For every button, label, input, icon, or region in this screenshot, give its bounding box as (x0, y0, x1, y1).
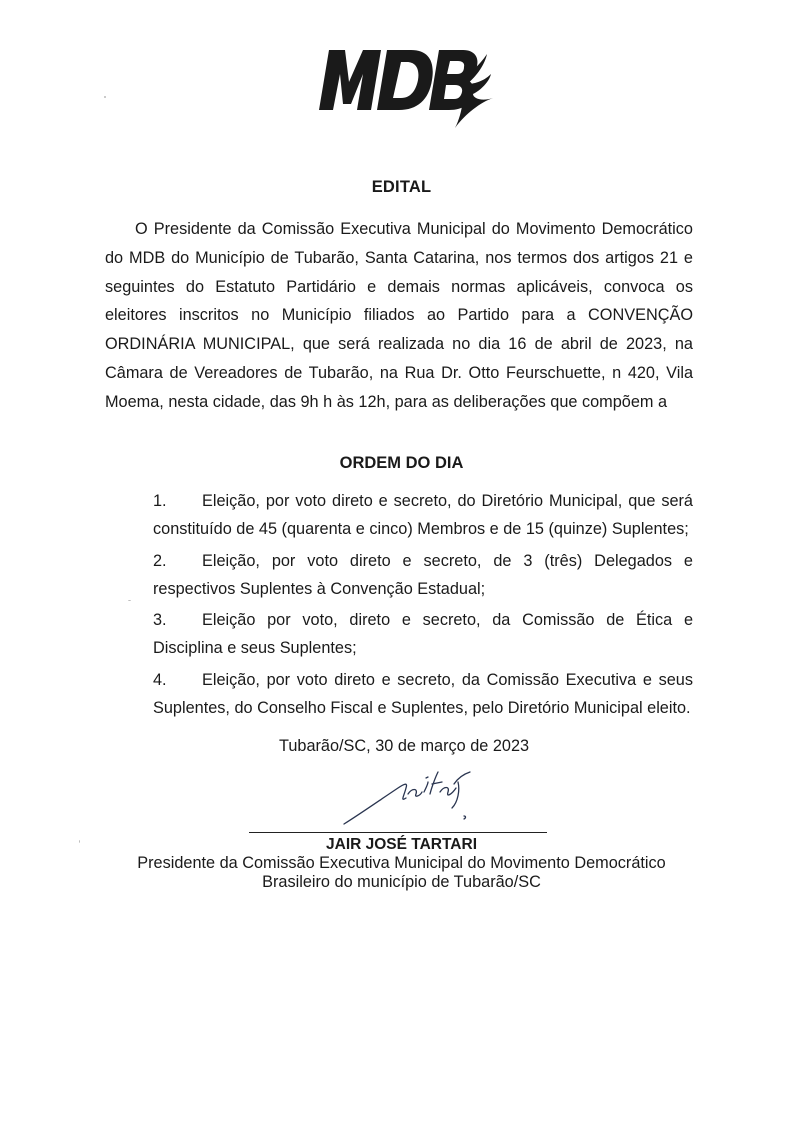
body-paragraph: O Presidente da Comissão Executiva Municipal do Movimento Democrático do MDB do Município de Tubarão, Santa Catarina, nos termos dos artigos 21 e seguintes do Estatuto Partidário e demais normas aplicáveis, convoca os eleitores inscritos no Município filiados ao Partido para a CONVENÇÃO ORDINÁRIA MUNICIPAL, que será realizada no dia 16 de abril de 2023, na Câmara de Vereadores de Tubarão, na Rua Dr. Otto Feurschuette, n 420, Vila Moema, nesta cidade, das 9h h às 12h, para as deliberações que compõem a (105, 220, 693, 411)
agenda-item (153, 547, 693, 603)
date-line: Tubarão/SC, 30 de março de 2023 (279, 737, 530, 755)
agenda-item-number: 4. (153, 670, 167, 689)
signer-role (0, 854, 803, 892)
signer-role-line2: Brasileiro do município de Tubarão/SC (262, 873, 541, 891)
agenda-item-text: Eleição, por voto direto e secreto, do Diretório Municipal, que será constituído de 45 (quarenta e cinco) Membros e de 15 (quinze) Suplentes; (153, 492, 693, 538)
signature-line (249, 832, 547, 833)
agenda-item-text: Eleição, por voto direto e secreto, de 3 (três) Delegados e respectivos Suplentes à Convenção Estadual; (153, 551, 693, 598)
scan-speck (104, 96, 106, 98)
mdb-logo (305, 32, 495, 132)
document-title: EDITAL (371, 178, 432, 196)
agenda-item-text: Eleição, por voto direto e secreto, da Comissão Executiva e seus Suplentes, do Conselho Fiscal e Suplentes, pelo Diretório Municipal eleito. (153, 670, 693, 717)
signer-name: JAIR JOSÉ TARTARI (326, 836, 477, 853)
handwritten-signature (340, 764, 490, 828)
agenda-item (153, 606, 693, 662)
signer-role-line1: Presidente da Comissão Executiva Municipal do Movimento Democrático (137, 854, 666, 872)
agenda-item-number: 2. (153, 551, 167, 570)
scan-speck (79, 840, 80, 843)
order-title: ORDEM DO DIA (339, 454, 464, 472)
scan-speck (128, 600, 131, 601)
agenda-item (153, 487, 693, 543)
agenda-item-text: Eleição por voto, direto e secreto, da Comissão de Ética e Disciplina e seus Suplentes; (153, 611, 693, 657)
agenda-item-number: 1. (153, 492, 167, 510)
agenda-list (153, 487, 693, 725)
agenda-item (153, 666, 693, 722)
agenda-item-number: 3. (153, 611, 167, 629)
